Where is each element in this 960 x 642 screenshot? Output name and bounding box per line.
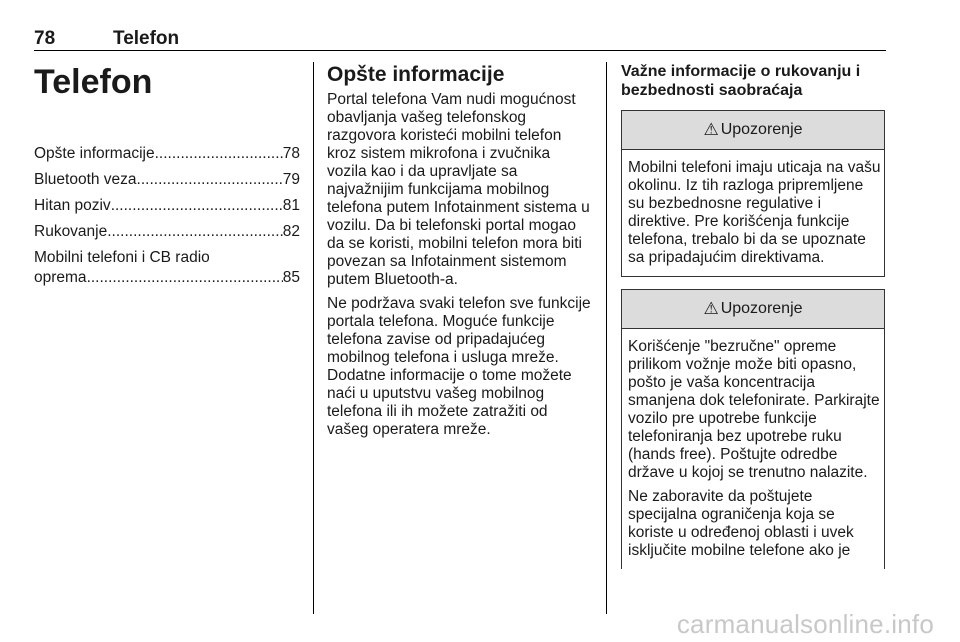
warning-box bbox=[621, 110, 885, 277]
table-of-contents bbox=[34, 144, 300, 288]
toc-entry-title: Rukovanje bbox=[34, 223, 108, 240]
warning-box bbox=[621, 289, 885, 569]
toc-column bbox=[34, 62, 300, 288]
chapter-title: Telefon bbox=[34, 63, 153, 101]
column-divider-2 bbox=[606, 62, 607, 614]
warning-label: Upozorenje bbox=[720, 300, 803, 317]
warning-triangle-icon: ⚠ bbox=[703, 120, 719, 139]
toc-entry-page: 85 bbox=[282, 269, 300, 286]
warning-text: Mobilni telefoni imaju uticaja na vašu okolinu. Iz tih razloga pripremljene su bezbednosne regulative i direktive. Pre korišćenja funkcije telefona, trebalo bi da se upoznate sa pripadajućim direktivama. bbox=[628, 159, 881, 266]
toc-entry[interactable] bbox=[34, 170, 300, 190]
warning-text: Korišćenje "bezručne" opreme prilikom vožnje može biti opasno, pošto je vaša koncentracija smanjena dok telefonirate. Parkirajte vozilo pre upotrebe funkcije telefoniranja bez upotrebe ruku (hands free). Poštujte odredbe države u kojoj se trenutno nalazite. bbox=[628, 338, 880, 481]
paragraph: Portal telefona Vam nudi mogućnost obavljanja vašeg telefonskog razgovora koristeći mobilni telefon kroz sistem mikrofona i zvučnika vozila kao i da upravljate sa najvažnijim funkcijama mobilnog telefona putem Infotainment sistema u vozilu. Da bi telefonski portal mogao da se koristi, mobilni telefon mora biti povezan sa Infotainment sistemom putem Bluetooth-a. bbox=[327, 91, 590, 288]
toc-entry[interactable] bbox=[34, 196, 300, 216]
toc-entry[interactable] bbox=[34, 248, 300, 288]
toc-entry-title-cont: oprema bbox=[34, 269, 87, 286]
section-title: Važne informacije o rukovanju i bezbednosti saobraćaja bbox=[621, 63, 861, 99]
running-title: Telefon bbox=[113, 28, 180, 49]
page-header bbox=[34, 28, 886, 51]
warning-triangle-icon: ⚠ bbox=[703, 299, 719, 318]
column-divider-1 bbox=[313, 62, 314, 614]
toc-entry-title: Bluetooth veza bbox=[34, 171, 137, 188]
watermark: carmanualsonline.info bbox=[676, 609, 934, 639]
toc-entry-title: Opšte informacije bbox=[34, 145, 155, 162]
toc-entry[interactable] bbox=[34, 144, 300, 164]
section-title: Opšte informacije bbox=[327, 63, 505, 86]
safety-column bbox=[621, 62, 885, 569]
general-info-column bbox=[327, 62, 592, 445]
warning-body bbox=[622, 329, 884, 569]
warning-header bbox=[622, 111, 884, 150]
warning-body bbox=[622, 150, 884, 276]
toc-entry-title: Hitan poziv bbox=[34, 197, 111, 214]
paragraph: Ne podržava svaki telefon sve funkcije portala telefona. Moguće funkcije telefona zavise od pripadajućeg mobilnog telefona i usluga mreže. Dodatne informacije o tome možete naći u uputstvu vašeg mobilnog telefona ili ih možete zatražiti od vašeg operatera mreže. bbox=[327, 295, 591, 438]
toc-entry-page: 82 bbox=[282, 223, 300, 240]
toc-entry-title: Mobilni telefoni i CB radio bbox=[34, 249, 210, 266]
warning-label: Upozorenje bbox=[720, 121, 803, 138]
toc-entry-page: 79 bbox=[282, 171, 300, 188]
toc-entry-page: 81 bbox=[282, 197, 300, 214]
warning-text: Ne zaboravite da poštujete specijalna ograničenja koja se koriste u određenoj oblasti i uvek isključite mobilne telefone ako je bbox=[628, 488, 854, 559]
warning-header bbox=[622, 290, 884, 329]
page-number: 78 bbox=[34, 28, 56, 49]
toc-entry[interactable] bbox=[34, 222, 300, 242]
toc-entry-page: 78 bbox=[282, 145, 300, 162]
